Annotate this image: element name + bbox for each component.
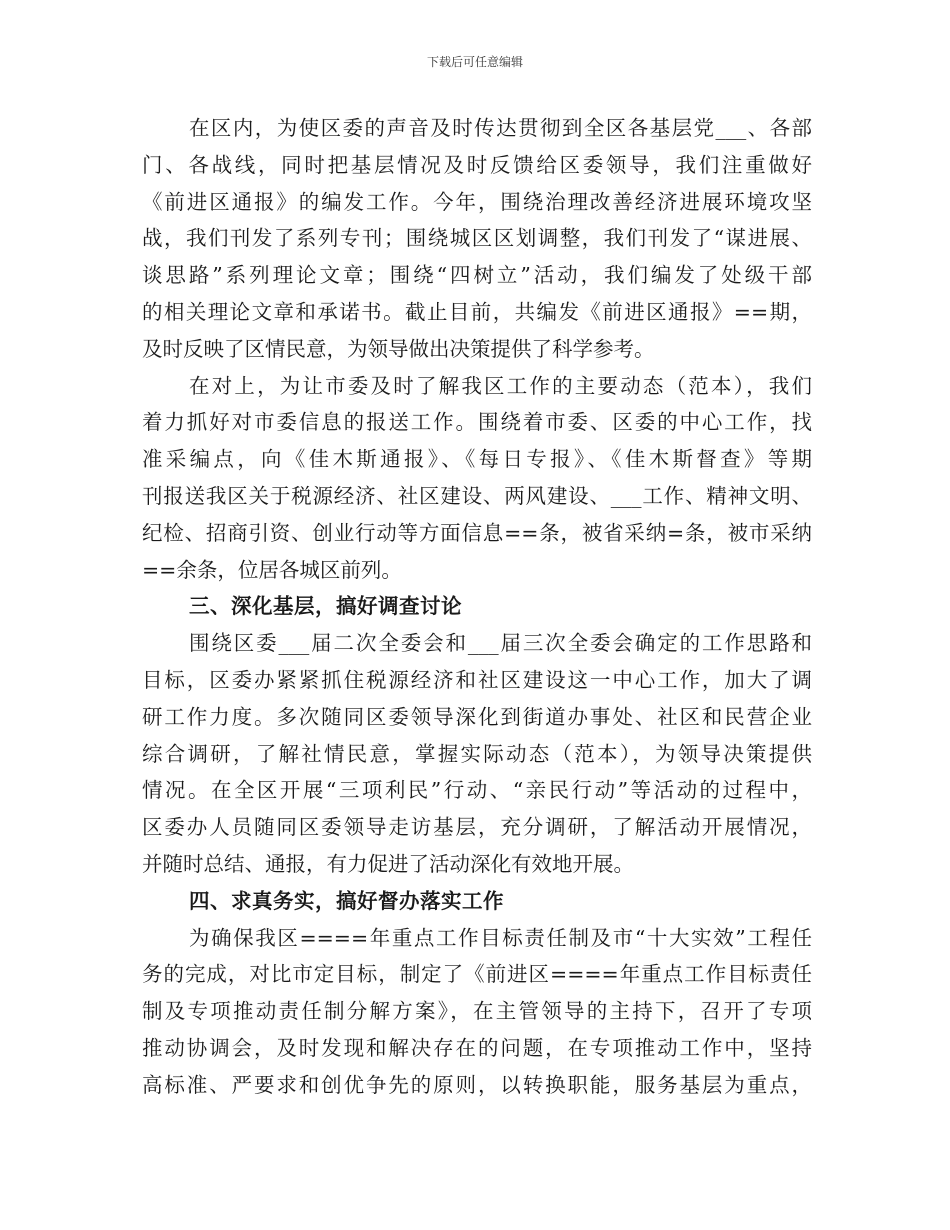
text-line: 制及专项推动责任制分解方案》，在主管领导的主持下，召开了专项 — [142, 999, 812, 1024]
document-body — [142, 110, 812, 1104]
text-line: 高标准、严要求和创优争先的原则，以转换职能，服务基层为重点， — [142, 1072, 812, 1097]
text-line: 准采编点，向《佳木斯通报》、《每日专报》、《佳木斯督查》等期 — [142, 447, 812, 472]
page-header: 下载后可任意编辑 — [426, 55, 523, 69]
text-line: 战，我们刊发了系列专刊；围绕城区区划调整，我们刊发了“谋进展、 — [142, 226, 812, 251]
paragraph-supervision — [142, 920, 812, 1104]
paragraph-info-upward — [142, 368, 812, 589]
text-line: 在区内，为使区委的声音及时传达贯彻到全区各基层党___、各部 — [189, 116, 812, 140]
paragraph-info-internal — [142, 110, 812, 368]
text-line: 区委办人员随同区委领导走访基层，充分调研，了解活动开展情况， — [142, 815, 812, 840]
text-line: 着力抓好对市委信息的报送工作。围绕着市委、区委的中心工作，找 — [142, 410, 812, 435]
text-line: 综合调研，了解社情民意，掌握实际动态（范本），为领导决策提供 — [142, 741, 812, 766]
text-line: 门、各战线，同时把基层情况及时反馈给区委领导，我们注重做好 — [142, 152, 812, 177]
text-line: 及时反映了区情民意，为领导做出决策提供了科学参考。 — [142, 336, 655, 361]
text-line: 目标，区委办紧紧抓住税源经济和社区建设这一中心工作，加大了调 — [142, 667, 812, 692]
text-line: 研工作力度。多次随同区委领导深化到街道办事处、社区和民营企业 — [142, 704, 812, 729]
section-heading-3: 三、深化基层，搞好调查讨论 — [189, 594, 462, 619]
text-line: 为确保我区====年重点工作目标责任制及市“十大实效”工程任 — [189, 925, 812, 950]
text-line: 务的完成，对比市定目标，制定了《前进区====年重点工作目标责任 — [142, 962, 812, 987]
text-line: 情况。在全区开展“三项利民”行动、“亲民行动”等活动的过程中， — [142, 778, 812, 803]
text-line: 围绕区委___届二次全委会和___届三次全委会确定的工作思路和 — [189, 631, 812, 656]
text-line: 推动协调会，及时发现和解决存在的问题，在专项推动工作中，坚持 — [142, 1035, 812, 1060]
text-line: ==余条，位居各城区前列。 — [142, 557, 402, 582]
text-line: 在对上，为让市委及时了解我区工作的主要动态（范本），我们 — [189, 373, 812, 398]
text-line: 并随时总结、通报，有力促进了活动深化有效地开展。 — [142, 851, 634, 876]
paragraph-research — [142, 625, 812, 883]
section-heading-4: 四、求真务实，搞好督办落实工作 — [189, 888, 504, 913]
text-line: 纪检、招商引资、创业行动等方面信息==条，被省采纳=条，被市采纳 — [142, 520, 812, 545]
text-line: 刊报送我区关于税源经济、社区建设、两风建设、___工作、精神文明、 — [142, 483, 812, 508]
text-line: 《前进区通报》的编发工作。今年，围绕治理改善经济进展环境攻坚 — [142, 189, 812, 214]
text-line: 谈思路”系列理论文章；围绕“四树立”活动，我们编发了处级干部 — [142, 263, 812, 288]
text-line: 的相关理论文章和承诺书。截止目前，共编发《前进区通报》==期， — [142, 299, 812, 324]
